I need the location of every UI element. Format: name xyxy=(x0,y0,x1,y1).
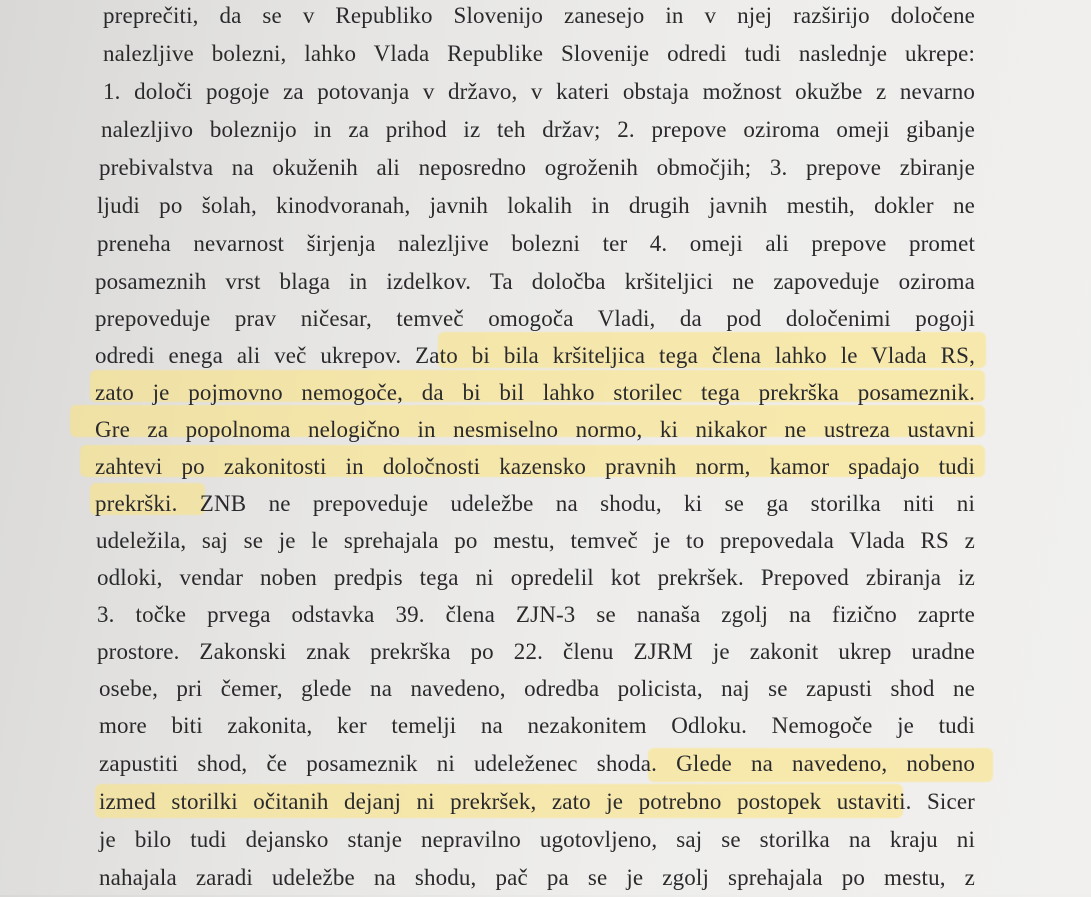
text-line: prekrški. ZNB ne prepoveduje udeležbe na shodu, ki se ga storilka niti ni xyxy=(95,491,975,516)
text-line: izmed storilki očitanih dejanj ni prekršek, zato je potrebno postopek ustaviti. Sicer xyxy=(99,789,975,814)
text-line: zato je pojmovno nemogoče, da bi bil lahko storilec tega prekrška posameznik. xyxy=(95,380,975,405)
text-line: ljudi po šolah, kinodvoranah, javnih lokalih in drugih javnih mestih, dokler ne xyxy=(97,193,975,218)
text-line: Gre za popolnoma nelogično in nesmiselno normo, ki nikakor ne ustreza ustavni xyxy=(95,417,975,442)
text-line: odredi enega ali več ukrepov. Zato bi bila kršiteljica tega člena lahko le Vlada RS, xyxy=(95,343,975,368)
text-line: udeležila, saj se je le sprehajala po mestu, temveč je to prepovedala Vlada RS z xyxy=(96,528,975,553)
text-line: osebe, pri čemer, glede na navedeno, odredba policista, naj se zapusti shod ne xyxy=(99,676,975,701)
text-line: 3. točke prvega odstavka 39. člena ZJN-3 se nanaša zgolj na fizično zaprte xyxy=(97,602,975,627)
text-line: nalezljivo boleznijo in za prihod iz teh držav; 2. prepove oziroma omeji gibanje xyxy=(101,117,975,142)
text-line: prostore. Zakonski znak prekrška po 22. členu ZJRM je zakonit ukrep uradne xyxy=(97,639,975,664)
text-line: prebivalstva na okuženih ali neposredno ogroženih območjih; 3. prepove zbiranje xyxy=(99,155,975,180)
text-line: zahtevi po zakonitosti in določnosti kazensko pravnih norm, kamor spadajo tudi xyxy=(95,454,975,479)
text-line: odloki, vendar noben predpis tega ni opredelil kot prekršek. Prepoved zbiranja iz xyxy=(97,565,975,590)
text-line: 1. določi pogoje za potovanja v državo, v kateri obstaja možnost okužbe z nevarno xyxy=(103,79,975,104)
text-line: zapustiti shod, če posameznik ni udeleženec shoda. Glede na navedeno, nobeno xyxy=(99,751,975,776)
text-line: preneha nevarnost širjenja nalezljive bolezni ter 4. omeji ali prepove promet xyxy=(97,231,975,256)
text-line: je bilo tudi dejansko stanje nepravilno ugotovljeno, saj se storilka na kraju ni xyxy=(99,827,975,852)
text-line: prepoveduje prav ničesar, temveč omogoča Vladi, da pod določenimi pogoji xyxy=(95,306,975,331)
text-line: posameznih vrst blaga in izdelkov. Ta določba kršiteljici ne zapoveduje oziroma xyxy=(95,269,975,294)
text-line: more biti zakonita, ker temelji na nezakonitem Odloku. Nemogoče je tudi xyxy=(99,713,975,738)
text-line: nahajala zaradi udeležbe na shodu, pač pa se je zgolj sprehajala po mestu, z xyxy=(99,865,975,890)
text-line: preprečiti, da se v Republiko Slovenijo zanesejo in v njej razširijo določene xyxy=(103,3,975,28)
text-line: nalezljive bolezni, lahko Vlada Republike Slovenije odredi tudi naslednje ukrepe: xyxy=(103,41,975,66)
